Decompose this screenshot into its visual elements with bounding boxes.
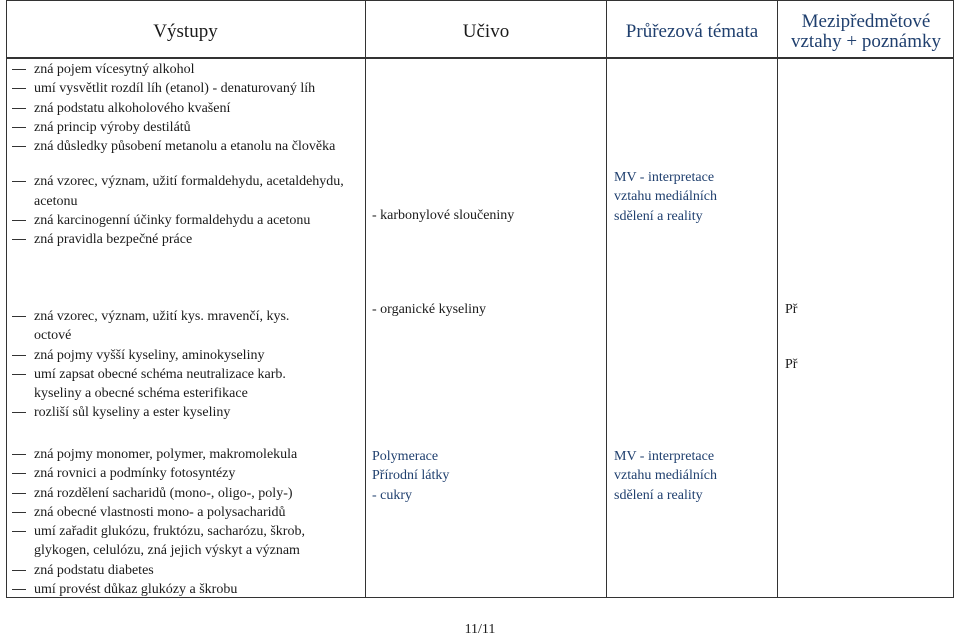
- list-item: umí zařadit glukózu, fruktózu, sacharózu, škrob, glykogen, celulózu, zná jejich výskyt a význam: [6, 522, 351, 561]
- prurezova-line: MV - interpretace: [614, 449, 715, 464]
- header-ucivo-label: Učivo: [462, 21, 510, 42]
- mezipredmetove-item: Př: [785, 357, 798, 373]
- list-item: zná důsledky působení metanolu a etanolu na člověka: [6, 137, 351, 156]
- page-number: 11/11: [464, 622, 496, 637]
- prurezova-line: sdělení a reality: [614, 487, 703, 503]
- section-2-mezipredmetove: [785, 300, 797, 375]
- ucivo-item: - karbonylové sloučeniny: [372, 208, 515, 223]
- header-prurezova-temata: [607, 8, 777, 56]
- section-1-prurezova: [614, 168, 717, 226]
- section-1-ucivo: [372, 206, 514, 225]
- column-divider-2: [606, 0, 607, 598]
- list-item: zná podstatu diabetes: [6, 561, 351, 580]
- list-item: rozliší sůl kyseliny a ester kyseliny: [6, 403, 326, 422]
- list-item: zná vzorec, význam, užití kys. mravenčí, kys. octové: [6, 307, 326, 346]
- ucivo-item: - organické kyseliny: [372, 302, 487, 317]
- table-border-right: [953, 0, 954, 598]
- list-item: zná obecné vlastnosti mono- a polysacharidů: [6, 503, 351, 522]
- prurezova-line: MV - interpretace: [614, 170, 715, 185]
- list-item: zná princip výroby destilátů: [6, 118, 351, 137]
- header-vystupy-label: Výstupy: [153, 21, 218, 42]
- header-rule: [6, 57, 954, 59]
- header-mezipredmetove-line-2: vztahy + poznámky: [790, 31, 941, 52]
- prurezova-line: sdělení a reality: [614, 208, 703, 224]
- list-item: umí provést důkaz glukózy a škrobu: [6, 580, 351, 599]
- section-1-outcomes: [6, 60, 351, 250]
- list-item: zná pravidla bezpečné práce: [6, 230, 351, 249]
- list-item: zná pojmy monomer, polymer, makromolekula: [6, 445, 351, 464]
- list-item: zná rovnici a podmínky fotosyntézy: [6, 464, 351, 483]
- column-divider-1: [365, 0, 366, 598]
- ucivo-item: - cukry: [372, 487, 413, 503]
- header-mezipredmetove-line-1: Mezipředmětové: [801, 11, 931, 32]
- header-ucivo: [366, 8, 606, 56]
- ucivo-item: Polymerace: [372, 449, 439, 464]
- list-item: zná vzorec, význam, užití formaldehydu, acetaldehydu, acetonu: [6, 172, 351, 211]
- ucivo-item: Přírodní látky: [372, 468, 450, 484]
- header-prurezova-label: Průřezová témata: [625, 21, 759, 42]
- prurezova-line: vztahu mediálních: [614, 189, 718, 205]
- section-3-outcomes: [6, 445, 351, 599]
- header-mezipredmetove-vztahy: [778, 8, 954, 56]
- list-item: zná podstatu alkoholového kvašení: [6, 99, 351, 118]
- list-item: umí vysvětlit rozdíl líh (etanol) - denaturovaný líh: [6, 79, 351, 98]
- list-item: zná karcinogenní účinky formaldehydu a acetonu: [6, 211, 351, 230]
- header-vystupy: [6, 8, 365, 56]
- mezipredmetove-item: Př: [785, 302, 798, 317]
- column-divider-3: [777, 0, 778, 598]
- section-3-ucivo: [372, 447, 449, 505]
- list-item: zná pojem vícesytný alkohol: [6, 60, 351, 79]
- list-item: zná pojmy vyšší kyseliny, aminokyseliny: [6, 346, 326, 365]
- list-item: umí zapsat obecné schéma neutralizace karb. kyseliny a obecné schéma esterifikace: [6, 365, 326, 404]
- list-item: zná rozdělení sacharidů (mono-, oligo-, poly-): [6, 484, 351, 503]
- section-2-ucivo: [372, 300, 486, 319]
- section-3-prurezova: [614, 447, 717, 505]
- table-border-top: [6, 0, 954, 1]
- section-2-outcomes: [6, 307, 326, 423]
- prurezova-line: vztahu mediálních: [614, 468, 718, 484]
